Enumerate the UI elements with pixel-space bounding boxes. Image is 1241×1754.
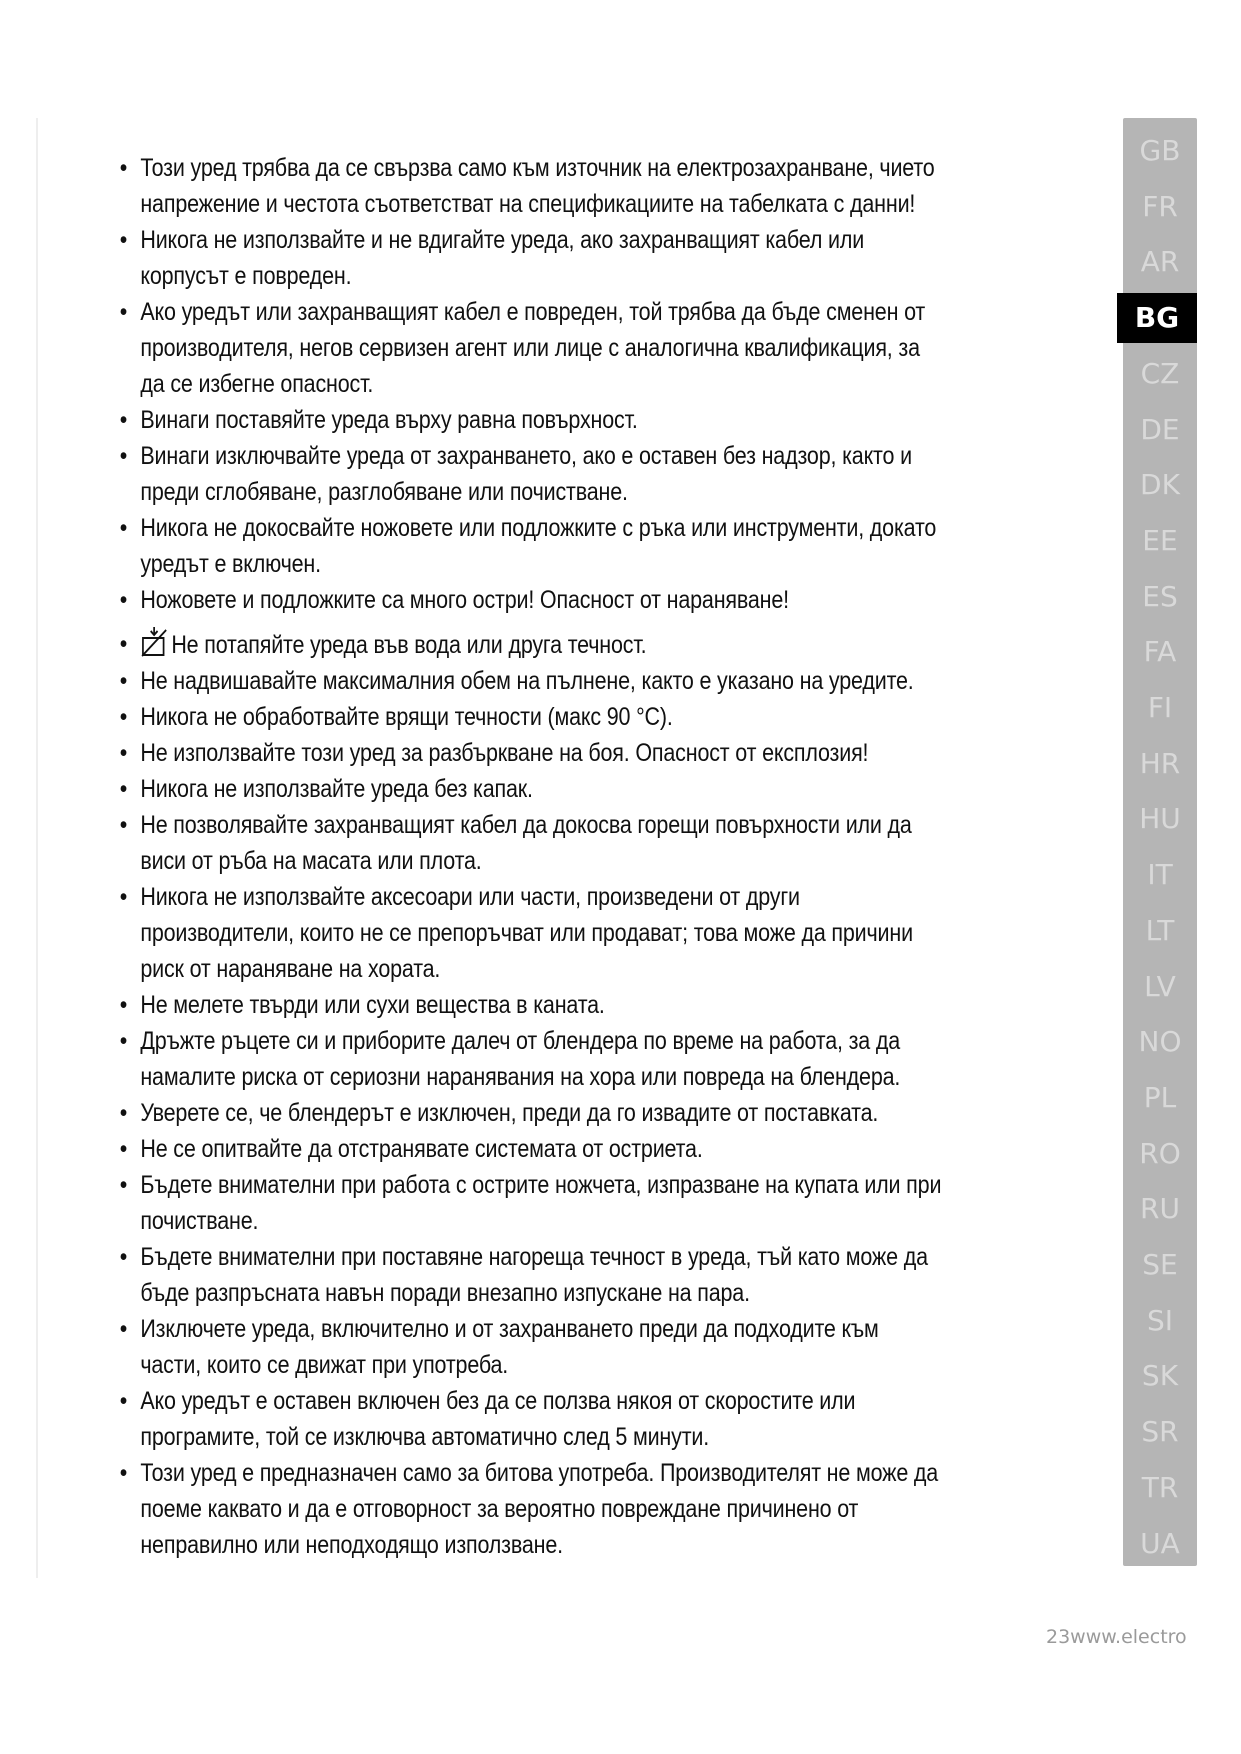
no-immersion-icon (140, 626, 168, 658)
language-tab-fa[interactable]: FA (1143, 635, 1177, 669)
list-item (118, 1167, 944, 1239)
language-tab-it[interactable]: IT (1147, 858, 1173, 892)
list-item-text: Не използвайте този уред за разбъркване на боя. Опасност от експлозия! (140, 739, 869, 767)
language-tab-lv[interactable]: LV (1144, 969, 1176, 1003)
list-item (118, 582, 944, 618)
list-item (118, 626, 944, 663)
list-item-text: Този уред е предназначен само за битова употреба. Производителят не може да поеме каквато и да е отговорност за вероятно повреждане причинено от неправилно или неподходящо използване. (140, 1459, 939, 1559)
list-item (118, 771, 944, 807)
list-item (118, 150, 944, 222)
language-tab-no[interactable]: NO (1138, 1025, 1182, 1059)
language-tab-es[interactable]: ES (1142, 579, 1178, 613)
list-item (118, 510, 944, 582)
list-item-text: Ако уредът е оставен включен без да се ползва някоя от скоростите или програмите, той се изключва автоматично след 5 минути. (140, 1387, 856, 1451)
list-item-text: Ако уредът или захранващият кабел е повреден, той трябва да бъде сменен от производителя, негов сервизен агент или лице с аналогична квалификация, за да се избегне опасност. (140, 298, 926, 398)
language-tab-se[interactable]: SE (1142, 1248, 1178, 1281)
language-tab-ro[interactable]: RO (1139, 1136, 1181, 1170)
list-item (118, 294, 944, 402)
list-item (118, 1455, 944, 1563)
language-tab-hu[interactable]: HU (1139, 802, 1181, 836)
list-item (118, 1023, 944, 1095)
language-tab-fr[interactable]: FR (1142, 189, 1178, 223)
list-item-text: Изключете уреда, включително и от захранването преди да подходите към части, които се движат при употреба. (140, 1315, 879, 1379)
list-item (118, 807, 944, 879)
language-tab-ru[interactable]: RU (1140, 1192, 1180, 1226)
language-tab-ua[interactable]: UA (1140, 1526, 1180, 1560)
list-item-text: Бъдете внимателни при работа с острите ножчета, изпразване на купата или при почистване. (140, 1171, 942, 1235)
list-item-text: Дръжте ръцете си и приборите далеч от блендера по време на работа, за да намалите риска от сериозни наранявания на хора или повреда на блендера. (140, 1027, 901, 1091)
list-item (118, 438, 944, 510)
language-tab-bg[interactable]: BG (1117, 293, 1197, 343)
list-item-text: Този уред трябва да се свързва само към източник на електрозахранване, чието напрежение и честота съответстват на спецификациите на табелката с данни! (140, 154, 935, 218)
language-sidebar (1123, 118, 1197, 1566)
list-item (118, 1239, 944, 1311)
list-item (118, 735, 944, 771)
list-item (118, 1311, 944, 1383)
list-item-text: Ножовете и подложките са много остри! Опасност от нараняване! (140, 586, 789, 614)
language-tab-ee[interactable]: EE (1142, 523, 1178, 557)
language-tab-si[interactable]: SI (1146, 1303, 1174, 1337)
list-item-text: Бъдете внимателни при поставяне нагореща течност в уреда, тъй като може да бъде разпръсната навън поради внезапно изпускане на пара. (140, 1243, 928, 1307)
list-item (118, 1383, 944, 1455)
list-item-text: Не се опитвайте да отстранявате системата от остриета. (140, 1135, 703, 1163)
language-tab-tr[interactable]: TR (1141, 1470, 1179, 1504)
page-edge-line (36, 118, 38, 1578)
language-tab-fi[interactable]: FI (1147, 691, 1173, 724)
safety-instructions-list (118, 150, 944, 1563)
list-item-text: Не мелете твърди или сухи вещества в каната. (140, 991, 605, 1019)
list-item-text: Никога не обработвайте врящи течности (макс 90 °C). (140, 703, 673, 731)
language-tab-gb[interactable]: GB (1139, 134, 1181, 167)
language-tab-hr[interactable]: HR (1139, 746, 1181, 780)
list-item (118, 1095, 944, 1131)
language-tab-ar[interactable]: AR (1140, 245, 1180, 279)
language-tab-cz[interactable]: CZ (1140, 356, 1180, 390)
list-item (118, 879, 944, 987)
language-tab-dk[interactable]: DK (1140, 468, 1180, 502)
list-item (118, 663, 944, 699)
list-item (118, 699, 944, 735)
language-tab-de[interactable]: DE (1140, 412, 1180, 446)
list-item-text: Не надвишавайте максималния обем на пълнене, както е указано на уредите. (140, 667, 914, 695)
language-tab-sk[interactable]: SK (1141, 1359, 1179, 1393)
footer-url: 23www.electro (1046, 1626, 1187, 1648)
list-item-text: Винаги изключвайте уреда от захранването, ако е оставен без надзор, както и преди сглобяване, разглобяване или почистване. (140, 442, 912, 506)
list-item-text: Винаги поставяйте уреда върху равна повърхност. (140, 406, 638, 434)
list-item (118, 987, 944, 1023)
list-item-text: Никога не използвайте и не вдигайте уреда, ако захранващият кабел или корпусът е повреден. (140, 226, 865, 290)
list-item-text: Никога не докосвайте ножовете или подложките с ръка или инструменти, докато уредът е включен. (140, 514, 937, 578)
list-item-text: Уверете се, че блендерът е изключен, преди да го извадите от поставката. (140, 1099, 879, 1127)
list-item-text: Не позволявайте захранващият кабел да докосва горещи повърхности или да виси от ръба на масата или плота. (140, 811, 912, 875)
language-tab-sr[interactable]: SR (1141, 1415, 1179, 1449)
language-tab-lt[interactable]: LT (1145, 913, 1175, 947)
list-item-text: Не потапяйте уреда във вода или друга течност. (171, 631, 647, 659)
list-item-text: Никога не използвайте аксесоари или части, произведени от други производители, които не се препоръчват или продават; това може да причини риск от нараняване на хората. (140, 883, 913, 983)
list-item-text: Никога не използвайте уреда без капак. (140, 775, 533, 803)
list-item (118, 1131, 944, 1167)
list-item (118, 222, 944, 294)
language-tab-pl[interactable]: PL (1143, 1080, 1177, 1114)
list-item (118, 402, 944, 438)
